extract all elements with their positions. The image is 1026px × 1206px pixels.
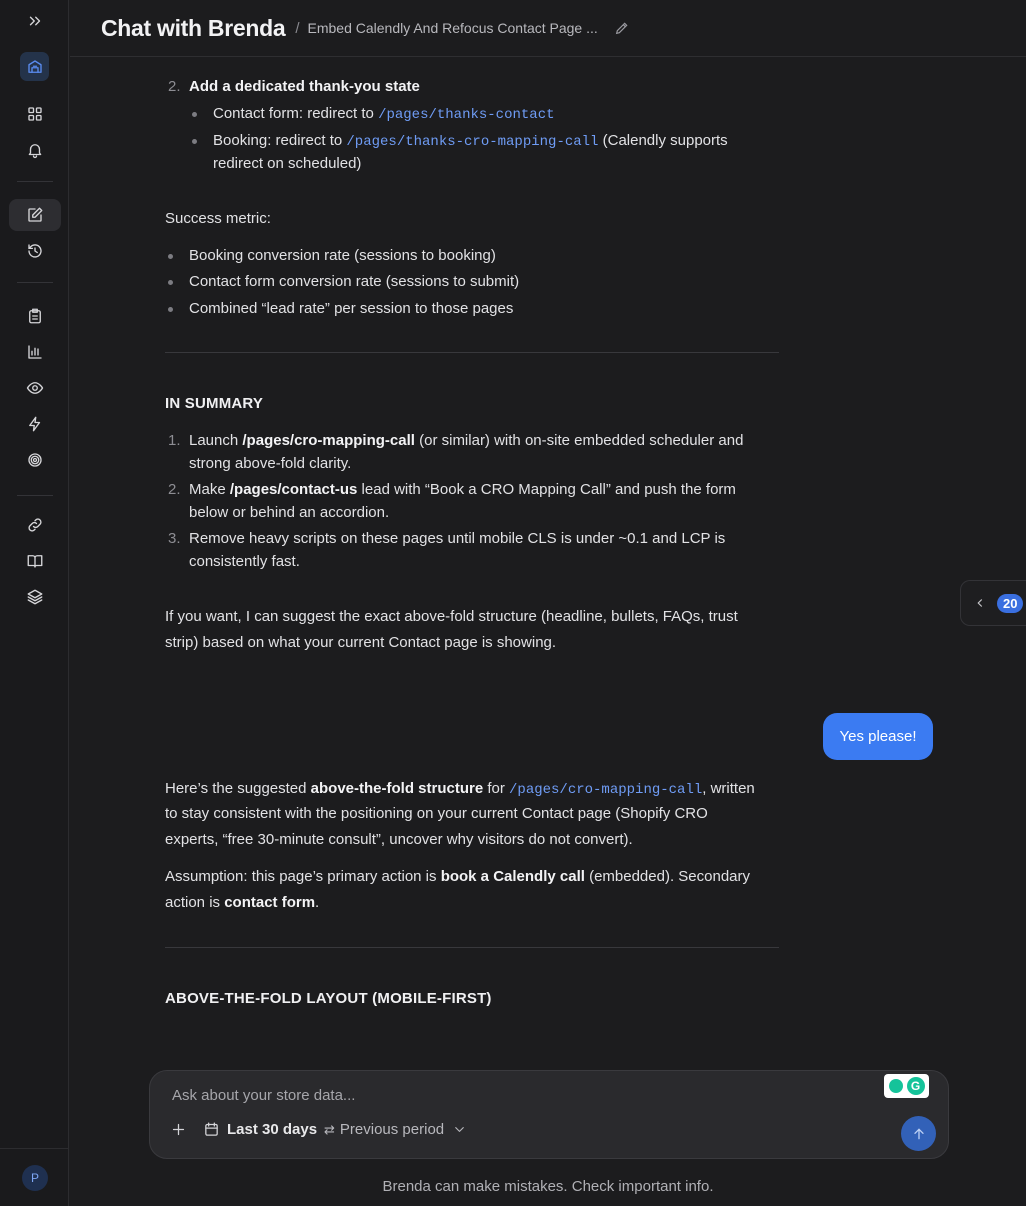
clipboard-icon[interactable] xyxy=(17,300,53,332)
chat-subject: Embed Calendly And Refocus Contact Page ... xyxy=(307,20,598,36)
paragraph xyxy=(165,894,319,911)
calendar-icon xyxy=(203,1121,220,1138)
dashboard-icon[interactable] xyxy=(17,98,53,130)
history-icon[interactable] xyxy=(17,235,53,267)
bullet xyxy=(168,280,173,285)
sidebar-divider xyxy=(17,282,53,283)
list-item xyxy=(189,481,736,498)
section-heading: ABOVE-THE-FOLD LAYOUT (MOBILE-FIRST) xyxy=(165,990,492,1007)
paragraph xyxy=(165,780,755,798)
list-item-continuation: below or behind an accordion. xyxy=(189,504,390,521)
list-item xyxy=(189,78,420,95)
grammarly-g-icon: G xyxy=(907,1077,925,1095)
bold-text: /pages/contact-us xyxy=(229,481,358,498)
list-item: Combined “lead rate” per session to those pages xyxy=(189,300,514,317)
expand-icon[interactable] xyxy=(17,5,53,37)
section-heading: IN SUMMARY xyxy=(165,395,264,412)
chevron-left-icon xyxy=(973,596,987,610)
list-item-continuation: redirect on scheduled) xyxy=(213,155,362,172)
text: (Calendly supports xyxy=(598,132,728,149)
bullet xyxy=(168,307,173,312)
plus-icon xyxy=(170,1121,187,1138)
compare-label: Previous period xyxy=(339,1121,445,1138)
chat-header xyxy=(70,0,1026,57)
eye-icon[interactable] xyxy=(17,372,53,404)
layers-icon[interactable] xyxy=(17,581,53,613)
date-range-label: Last 30 days xyxy=(227,1121,318,1138)
brand-icon[interactable] xyxy=(20,52,49,81)
list-item-continuation: consistently fast. xyxy=(189,553,300,570)
bar-chart-icon[interactable] xyxy=(17,336,53,368)
paragraph: If you want, I can suggest the exact above-fold structure (headline, bullets, FAQs, trust xyxy=(165,608,738,625)
list-number: 1. xyxy=(168,432,181,449)
new-chat-icon[interactable] xyxy=(9,199,61,231)
list-item: Booking conversion rate (sessions to booking) xyxy=(189,247,496,264)
sources-panel-toggle[interactable] xyxy=(960,580,1026,626)
text: Here’s the suggested xyxy=(165,780,311,797)
sidebar-divider xyxy=(17,181,53,182)
count-badge: 20 xyxy=(997,594,1023,613)
book-icon[interactable] xyxy=(17,545,53,577)
pencil-icon[interactable] xyxy=(614,20,630,36)
user-message: Yes please! xyxy=(823,713,933,760)
inline-code: /pages/thanks-cro-mapping-call xyxy=(346,134,599,150)
arrow-up-icon xyxy=(911,1126,927,1142)
bold-text: /pages/cro-mapping-call xyxy=(242,432,415,449)
lightning-icon[interactable] xyxy=(17,408,53,440)
list-number: 3. xyxy=(168,530,181,547)
message-input[interactable]: Ask about your store data... xyxy=(172,1087,356,1104)
text: Make xyxy=(189,481,230,498)
list-item-title: Add a dedicated thank-you state xyxy=(189,78,420,95)
inline-code: /pages/cro-mapping-call xyxy=(509,782,703,798)
text: . xyxy=(315,894,320,911)
text: Booking: redirect to xyxy=(213,132,347,149)
text: for xyxy=(483,780,510,797)
list-item-continuation: strong above-fold clarity. xyxy=(189,455,352,472)
paragraph xyxy=(165,868,750,885)
target-icon[interactable] xyxy=(17,444,53,476)
bold-text: above-the-fold structure xyxy=(310,780,484,797)
text: action is xyxy=(165,894,225,911)
disclaimer: Brenda can make mistakes. Check important info. xyxy=(382,1178,714,1195)
chevron-down-icon xyxy=(452,1122,467,1137)
link-icon[interactable] xyxy=(17,509,53,541)
compare-period-selector[interactable] xyxy=(324,1121,467,1138)
bold-text: book a Calendly call xyxy=(440,868,585,885)
paragraph: experts, “free 30-minute consult”, uncover why visitors do not convert). xyxy=(165,831,633,848)
divider xyxy=(165,352,779,353)
list-item xyxy=(213,132,728,150)
send-button[interactable] xyxy=(901,1116,936,1151)
bold-text: contact form xyxy=(224,894,316,911)
message-composer[interactable] xyxy=(149,1070,949,1159)
bell-icon[interactable] xyxy=(17,134,53,166)
paragraph: to stay consistent with the positioning on your current Contact page (Shopify CRO xyxy=(165,805,708,822)
breadcrumb-separator: / xyxy=(295,19,300,37)
add-attachment-button[interactable] xyxy=(170,1121,187,1138)
text: Launch xyxy=(189,432,243,449)
text: , written xyxy=(702,780,755,797)
paragraph: strip) based on what your current Contact page is showing. xyxy=(165,634,557,651)
bullet xyxy=(192,112,197,117)
page-title: Chat with Brenda xyxy=(101,14,286,41)
list-number: 2. xyxy=(168,78,181,95)
text: Assumption: this page’s primary action is xyxy=(165,868,441,885)
sidebar-divider xyxy=(17,495,53,496)
success-label: Success metric: xyxy=(165,210,271,227)
list-item xyxy=(189,432,743,449)
list-item: Remove heavy scripts on these pages until mobile CLS is under ~0.1 and LCP is xyxy=(189,530,726,547)
date-range-selector[interactable] xyxy=(203,1121,317,1138)
text: lead with “Book a CRO Mapping Call” and push the form xyxy=(357,481,736,498)
bullet xyxy=(168,254,173,259)
avatar[interactable]: P xyxy=(22,1165,48,1191)
grammarly-icon[interactable] xyxy=(884,1074,929,1098)
bullet xyxy=(192,139,197,144)
inline-code: /pages/thanks-contact xyxy=(378,107,555,123)
text: Contact form: redirect to xyxy=(213,105,379,122)
list-item: Contact form conversion rate (sessions to submit) xyxy=(189,273,520,290)
swap-icon: ⇄ xyxy=(324,1121,335,1137)
sidebar xyxy=(0,0,69,1206)
sidebar-bottom-divider xyxy=(0,1148,69,1149)
divider xyxy=(165,947,779,948)
list-item xyxy=(213,105,555,123)
text: (or similar) with on-site embedded scheduler and xyxy=(414,432,744,449)
text: (embedded). Secondary xyxy=(584,868,751,885)
grammarly-assist-icon xyxy=(889,1079,903,1093)
list-number: 2. xyxy=(168,481,181,498)
